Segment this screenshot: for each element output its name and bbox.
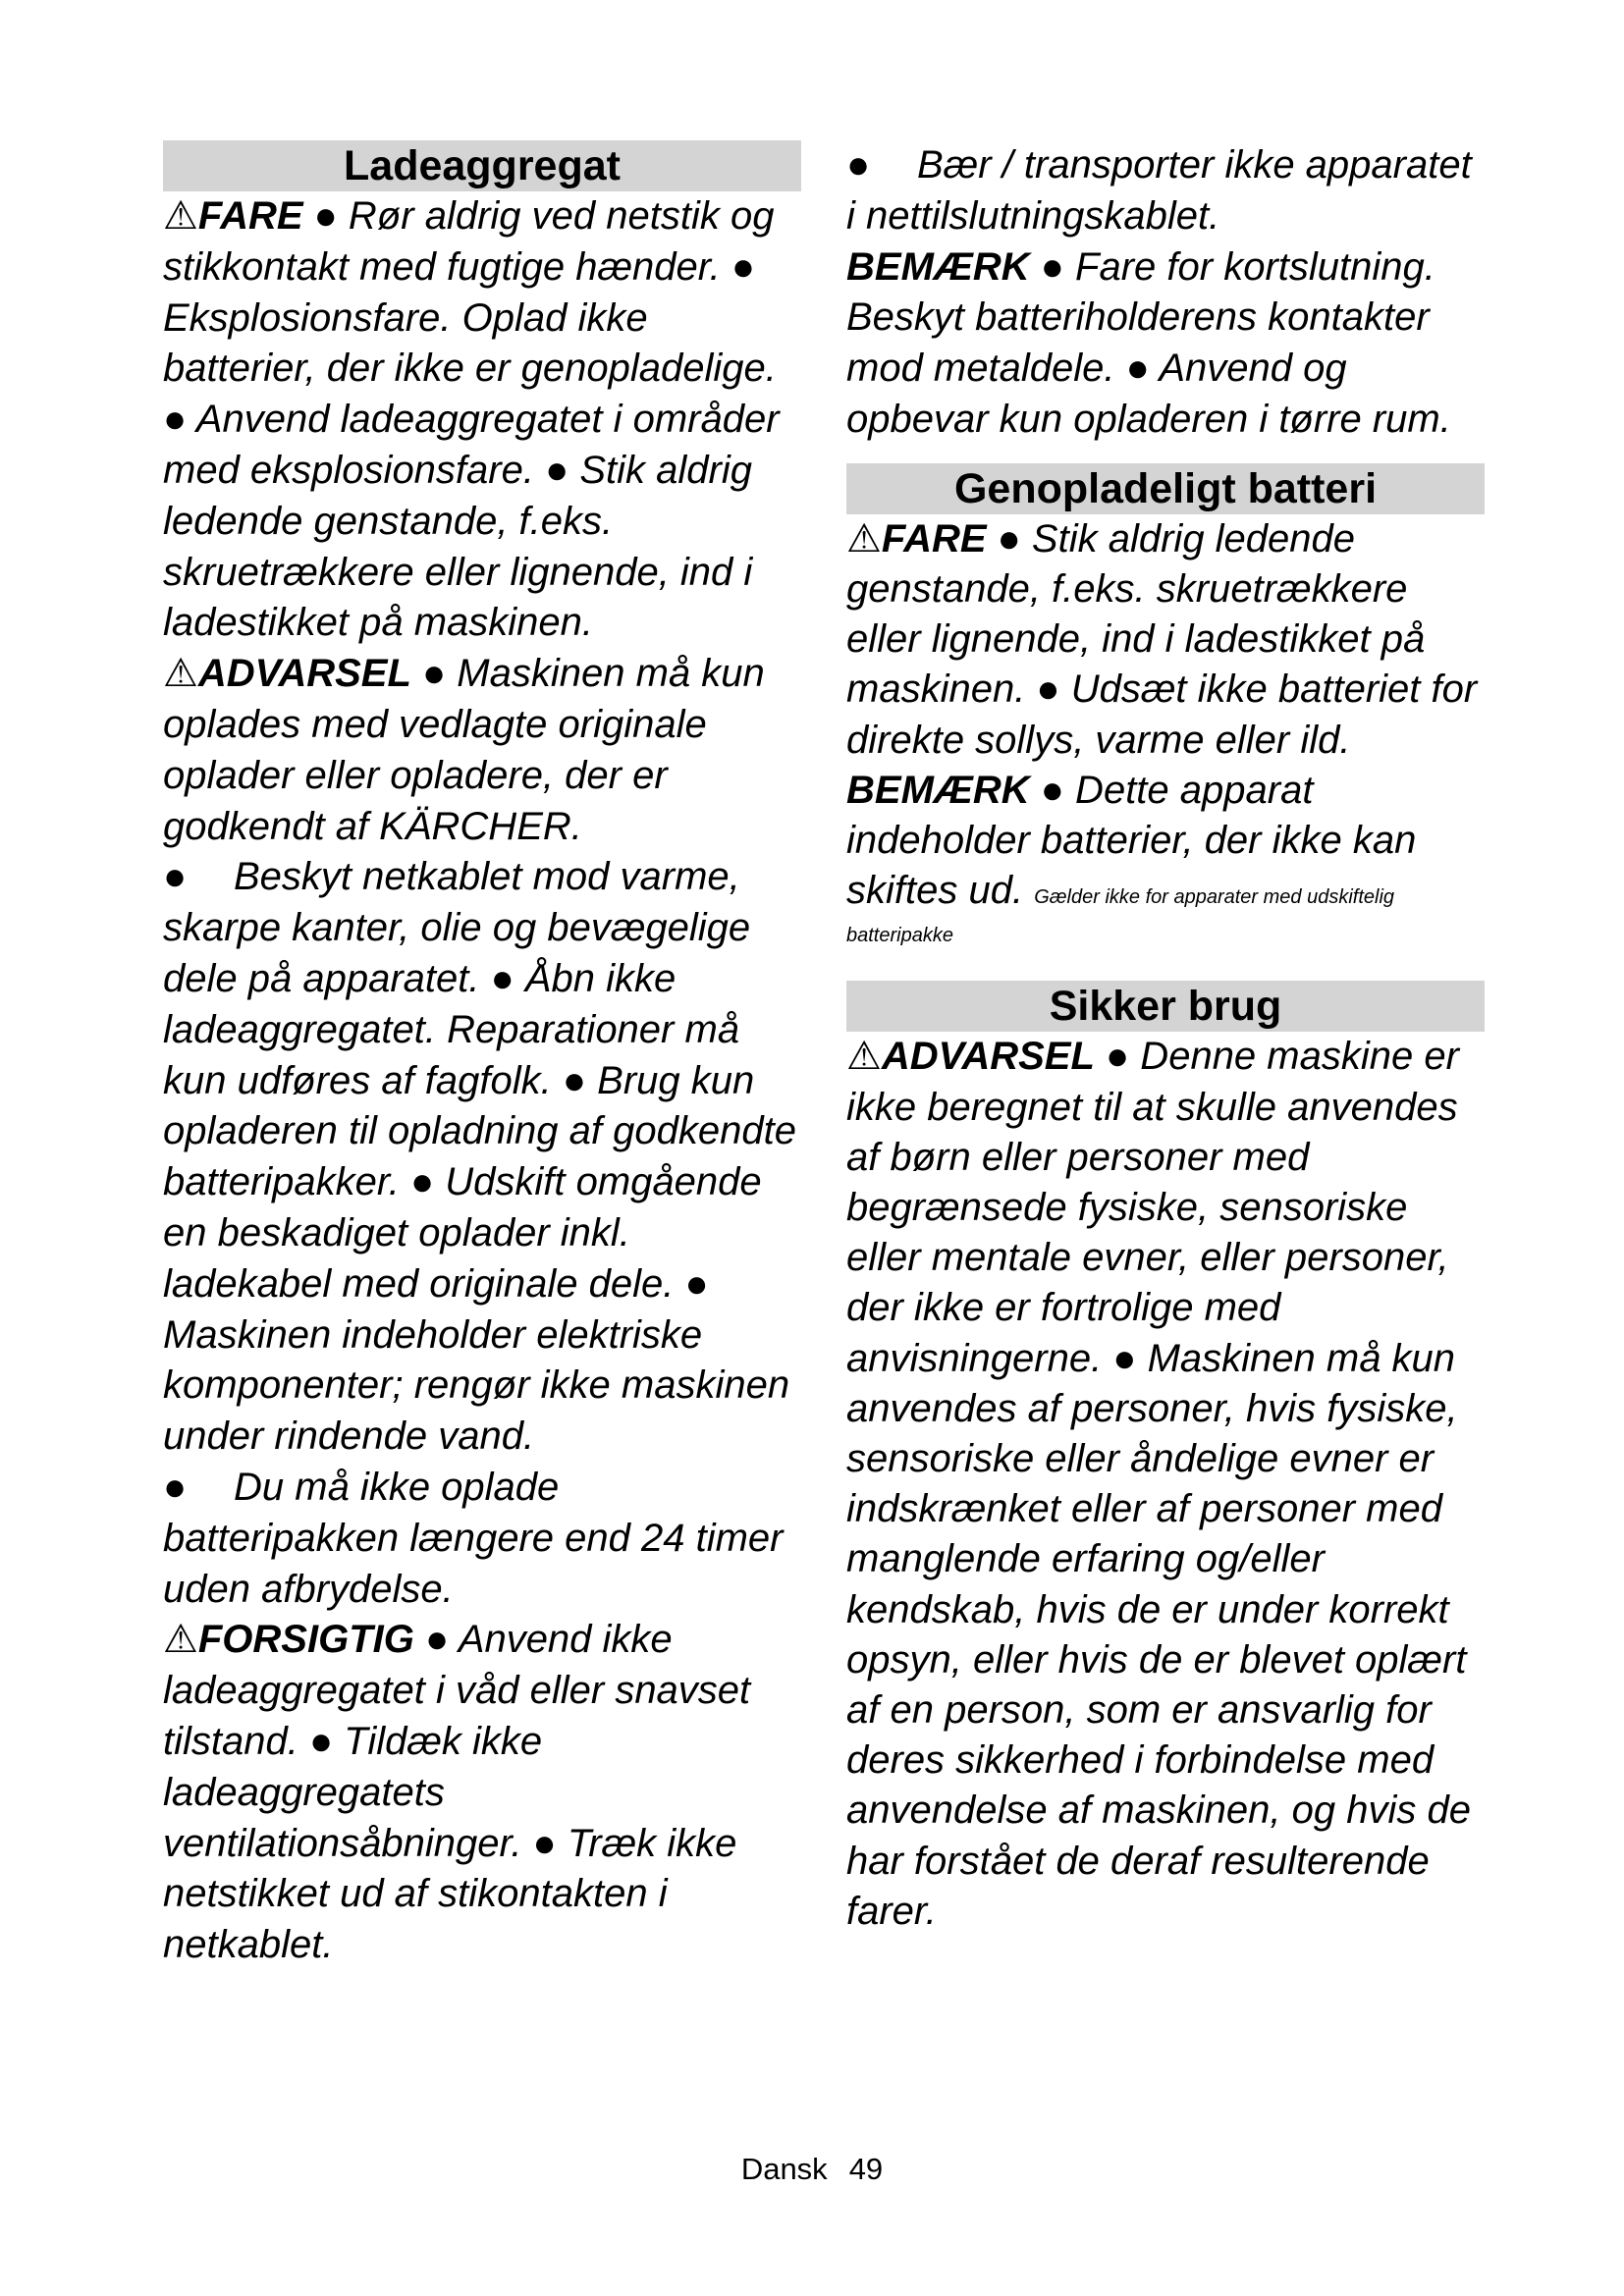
bullet-paragraph-oplade (163, 1463, 801, 1615)
caution-label: FORSIGTIG (197, 1618, 414, 1662)
note-paragraph-battery (846, 766, 1485, 956)
warning-triangle-icon: ⚠ (846, 1035, 882, 1079)
warning-triangle-icon: ⚠ (163, 194, 198, 238)
footer-language: Dansk (740, 2152, 828, 2186)
bullet-icon: ● (163, 855, 188, 899)
warning-label: ADVARSEL (881, 1035, 1095, 1079)
page-footer (0, 2150, 1624, 2189)
danger-label: FARE (881, 516, 987, 561)
warning-paragraph (163, 649, 801, 852)
danger-label: FARE (197, 194, 303, 238)
caution-text: ● Anvend ikke ladeaggregatet i våd eller snavset tilstand. ● Tildæk ikke ladeaggregatets ventilationsåbninger. ● Træk ikke netstikket ud af stikontakten i netkablet. (163, 1618, 751, 1967)
bullet-text: Du må ikke oplade batteripakken længere end 24 timer uden afbrydelse. (163, 1465, 784, 1611)
danger-paragraph (163, 191, 801, 649)
bullet-text: Beskyt netkablet mod varme, skarpe kanter, olie og bevægelige dele på apparatet. ● Åbn ikke ladeaggregatet. Reparationer må kun udføres af fagfolk. ● Brug kun opladeren til opladning af godkendte batteripakker. ● Udskift omgående en beskadiget oplader inkl. ladekabel med originale dele. ● Maskinen indeholder elektriske komponenter; rengør ikke maskinen under rindende vand. (163, 855, 796, 1459)
left-column (163, 140, 801, 1971)
warning-text: ● Denne maskine er ikke beregnet til at skulle anvendes af børn eller personer med begrænsede fysiske, sensoriske eller mentale evner, eller personer, der ikke er fortrolige med anvisningerne. ● Maskinen må kun anvendes af personer, hvis fysiske, sensoriske eller åndelige evner er indskrænket eller af personer med manglende erfaring og/eller kendskab, hvis de er under korrekt opsyn, eller hvis de er blevet oplært af en person, som er ansvarlig for deres sikkerhed i forbindelse med anvendelse af maskinen, og hvis de har forstået de deraf resulterende farer. (846, 1035, 1471, 1933)
caution-paragraph (163, 1615, 801, 1971)
note-text: ● Fare for kortslutning. Beskyt batteriholderens kontakter mod metaldele. ● Anvend og opbevar kun opladeren i tørre rum. (846, 244, 1451, 441)
footnote-text: Gælder ikke for apparater med udskiftelig (1034, 886, 1395, 909)
warning-label: ADVARSEL (197, 652, 411, 696)
danger-text: ● Rør aldrig ved netstik og stikkontakt med fugtige hænder. ● Eksplosionsfare. Oplad ikke batterier, der ikke er genopladelige. ● Anvend ladeaggregatet i områder med eksplosionsfare. ● Stik aldrig ledende genstande, f.eks. skruetrækkere eller lignende, ind i ladestikket på maskinen. (163, 194, 780, 645)
page-number: 49 (848, 2152, 884, 2186)
bullet-paragraph-transport (846, 140, 1485, 242)
bullet-paragraph-netkabel (163, 852, 801, 1463)
warning-text: ● Maskinen må kun oplades med vedlagte originale oplader eller opladere, der er godkendt af KÄRCHER. (163, 652, 765, 848)
bullet-icon: ● (163, 1465, 188, 1509)
note-paragraph (846, 242, 1485, 446)
note-label: BEMÆRK (846, 244, 1030, 289)
right-column (846, 140, 1485, 1937)
section-heading-sikker-brug: Sikker brug (846, 981, 1485, 1032)
section-heading-ladeaggregat: Ladeaggregat (163, 140, 801, 191)
footnote-text-continued: batteripakke (846, 925, 953, 947)
note-label: BEMÆRK (846, 768, 1030, 812)
warning-triangle-icon: ⚠ (163, 1618, 198, 1662)
warning-paragraph-safe-use (846, 1032, 1485, 1937)
warning-triangle-icon: ⚠ (846, 516, 882, 561)
bullet-text: Bær / transporter ikke apparatet i nettilslutningskablet. (846, 143, 1472, 238)
warning-triangle-icon: ⚠ (163, 652, 198, 696)
bullet-icon: ● (846, 143, 871, 187)
danger-paragraph-battery (846, 514, 1485, 766)
note-text: ● Dette apparat indeholder batterier, der ikke kan skiftes ud. (846, 768, 1417, 913)
section-heading-genopladeligt-batteri: Genopladeligt batteri (846, 463, 1485, 514)
danger-text: ● Stik aldrig ledende genstande, f.eks. skruetrækkere eller lignende, ind i ladestikket på maskinen. ● Udsæt ikke batteriet for direkte sollys, varme eller ild. (846, 516, 1478, 762)
